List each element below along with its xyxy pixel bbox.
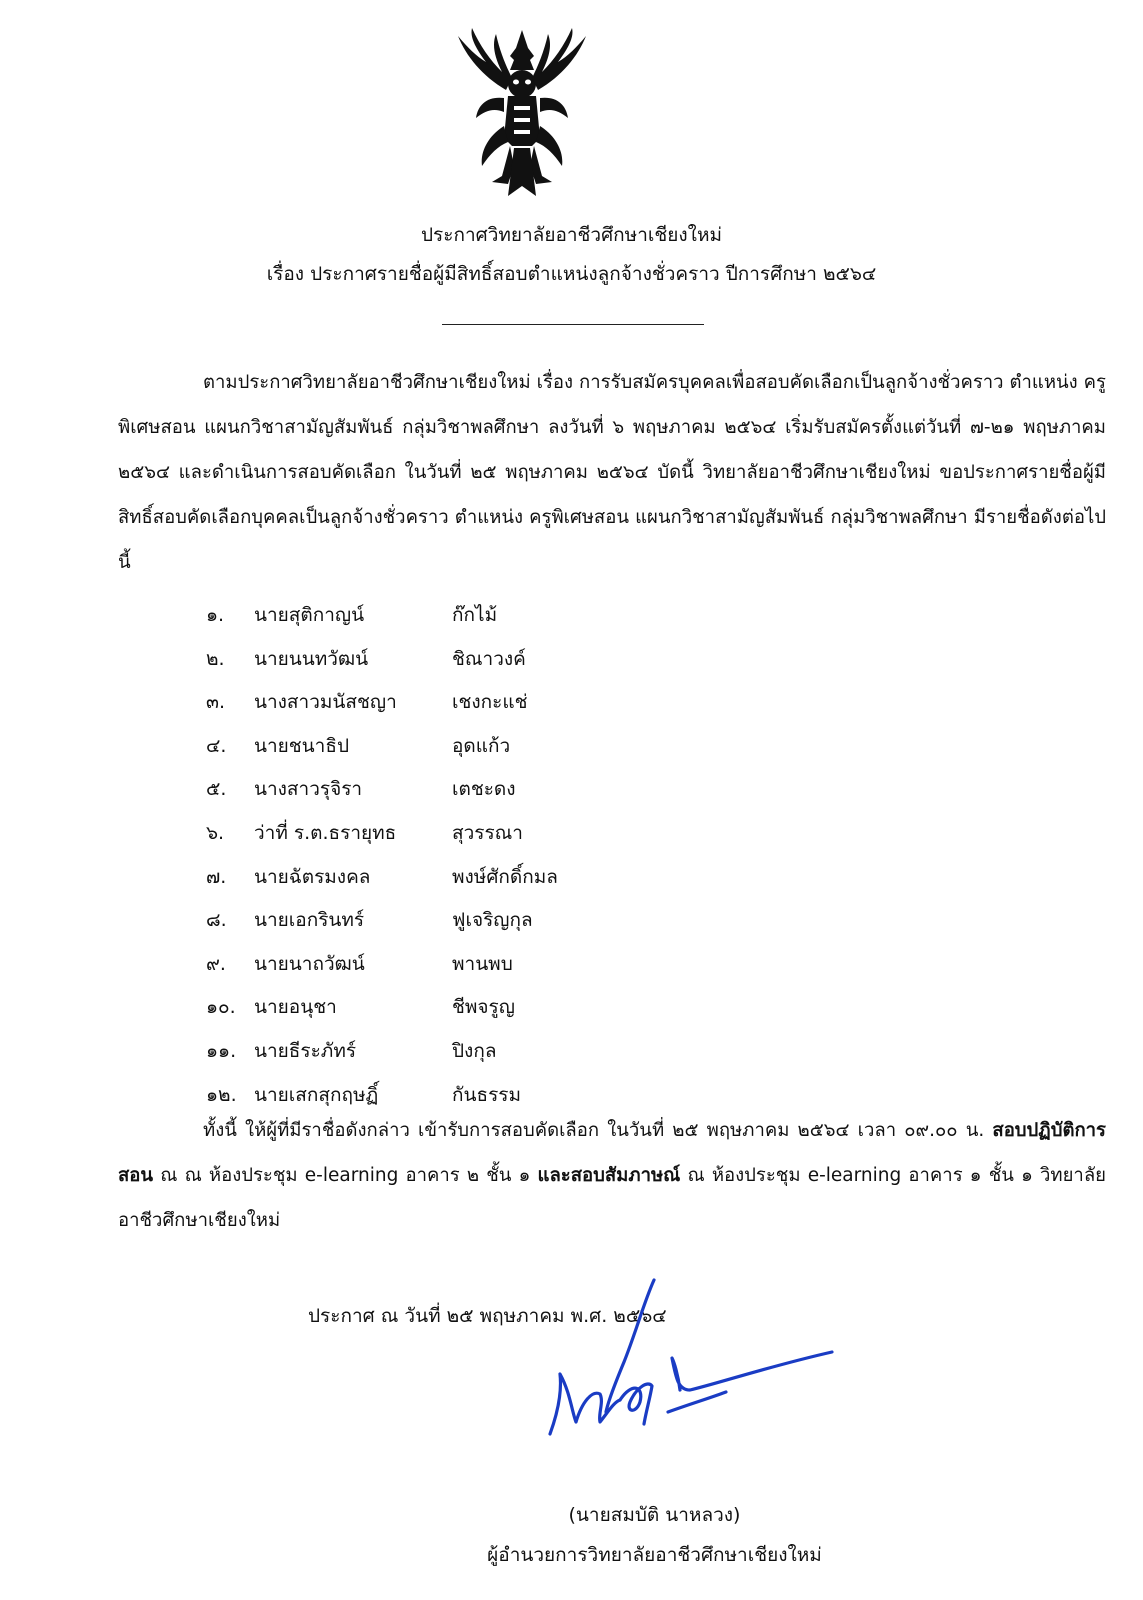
last-name: ชิณาวงค์ [452, 647, 526, 670]
announcement-title: ประกาศวิทยาลัยอาชีวศึกษาเชียงใหม่ [420, 224, 722, 246]
interview-label: และสอบสัมภาษณ์ [537, 1165, 681, 1186]
first-name: นางสาวมนัสชญา [254, 691, 397, 714]
first-name: นางสาวรุจิรา [254, 778, 363, 801]
signer-name: (นายสมบัติ นาหลวง) [568, 1504, 741, 1526]
closing-text-a: ทั้งนี้ ให้ผู้ที่มีราชื่อดังกล่าว เข้ารับการสอบคัดเลือก ในวันที่ ๒๕ พฤษภาคม ๒๕๖๔ เวลา ๐๙.๐๐ น. [203, 1120, 993, 1141]
last-name: เชงกะแช่ [452, 691, 528, 714]
last-name: กันธรรม [452, 1083, 522, 1106]
item-number: ๒. [206, 647, 225, 670]
last-name: อุดแก้ว [452, 734, 511, 757]
item-number: ๖. [206, 821, 225, 844]
first-name: นายธีระภัทร์ [254, 1039, 357, 1062]
closing-paragraph [118, 1108, 1106, 1243]
first-name: นายเอกรินทร์ [254, 909, 365, 932]
last-name: ก๊กไม้ [452, 604, 498, 626]
last-name: ฟูเจริญกุล [452, 909, 533, 932]
title-divider [442, 324, 704, 325]
last-name: ชีพจรูญ [452, 996, 515, 1019]
announcement-subject: เรื่อง ประกาศรายชื่อผู้มีสิทธิ์สอบตำแหน่งลูกจ้างชั่วคราว ปีการศึกษา ๒๕๖๔ [266, 263, 877, 285]
item-number: ๘. [206, 909, 227, 932]
signer-title: ผู้อำนวยการวิทยาลัยอาชีวศึกษาเชียงใหม่ [487, 1544, 822, 1566]
last-name: ปิงกุล [452, 1039, 497, 1062]
item-number: ๕. [206, 778, 227, 801]
first-name: นายเสกสุกฤษฏิ์ [254, 1083, 379, 1106]
item-number: ๗. [206, 865, 227, 888]
item-number: ๑๑. [206, 1039, 237, 1062]
first-name: นายชนาธิป [254, 734, 349, 757]
issue-date: ประกาศ ณ วันที่ ๒๕ พฤษภาคม พ.ศ. ๒๕๖๔ [308, 1305, 667, 1327]
first-name: นายฉัตรมงคล [254, 865, 371, 888]
item-number: ๑๐. [206, 996, 236, 1019]
intro-paragraph: ตามประกาศวิทยาลัยอาชีวศึกษาเชียงใหม่ เรื่อง การรับสมัครบุคคลเพื่อสอบคัดเลือกเป็นลูกจ้างชั่วคราว ตำแหน่ง ครูพิเศษสอน แผนกวิชาสามัญสัมพันธ์ กลุ่มวิชาพลศึกษา ลงวันที่ ๖ พฤษภาคม ๒๕๖๔ เริ่มรับสมัครตั้งแต่วันที่ ๗-๒๑ พฤษภาคม ๒๕๖๔ และดำเนินการสอบคัดเลือก ในวันที่ ๒๕ พฤษภาคม ๒๕๖๔ บัดนี้ วิทยาลัยอาชีวศึกษาเชียงใหม่ ขอประกาศรายชื่อผู้มีสิทธิ์สอบคัดเลือกบุคคลเป็นลูกจ้างชั่วคราว ตำแหน่ง ครูพิเศษสอน แผนกวิชาสามัญสัมพันธ์ กลุ่มวิชาพลศึกษา มีรายชื่อดังต่อไปนี้ [118, 372, 1106, 573]
closing-text-c: ณ ห้องประชุม e-learning อาคาร ๑ ชั้น ๑ วิทยาลัยอาชีวศึกษาเชียงใหม่ [118, 1165, 1107, 1231]
last-name: พานพบ [452, 952, 513, 975]
first-name: นายนนทวัฒน์ [254, 647, 369, 670]
last-name: เตชะดง [452, 778, 516, 801]
item-number: ๑. [206, 604, 225, 626]
item-number: ๙. [206, 952, 226, 975]
last-name: สุวรรณา [452, 821, 523, 844]
closing-text-b: ณ ณ ห้องประชุม e-learning อาคาร ๒ ชั้น ๑ [153, 1165, 538, 1186]
first-name: ว่าที่ ร.ต.ธรายุทธ [254, 821, 397, 844]
item-number: ๓. [206, 691, 226, 714]
first-name: นายอนุชา [254, 996, 337, 1019]
first-name: นายสุติกาญน์ [254, 604, 365, 626]
garuda-emblem-icon [452, 26, 592, 202]
item-number: ๑๒. [206, 1083, 237, 1106]
teaching-test-label: สอบปฏิบัติการสอน [118, 1120, 1106, 1186]
item-number: ๔. [206, 734, 227, 757]
first-name: นายนาถวัฒน์ [254, 952, 365, 975]
last-name: พงษ์ศักดิ์กมล [452, 865, 558, 888]
signature-icon [540, 1262, 840, 1462]
